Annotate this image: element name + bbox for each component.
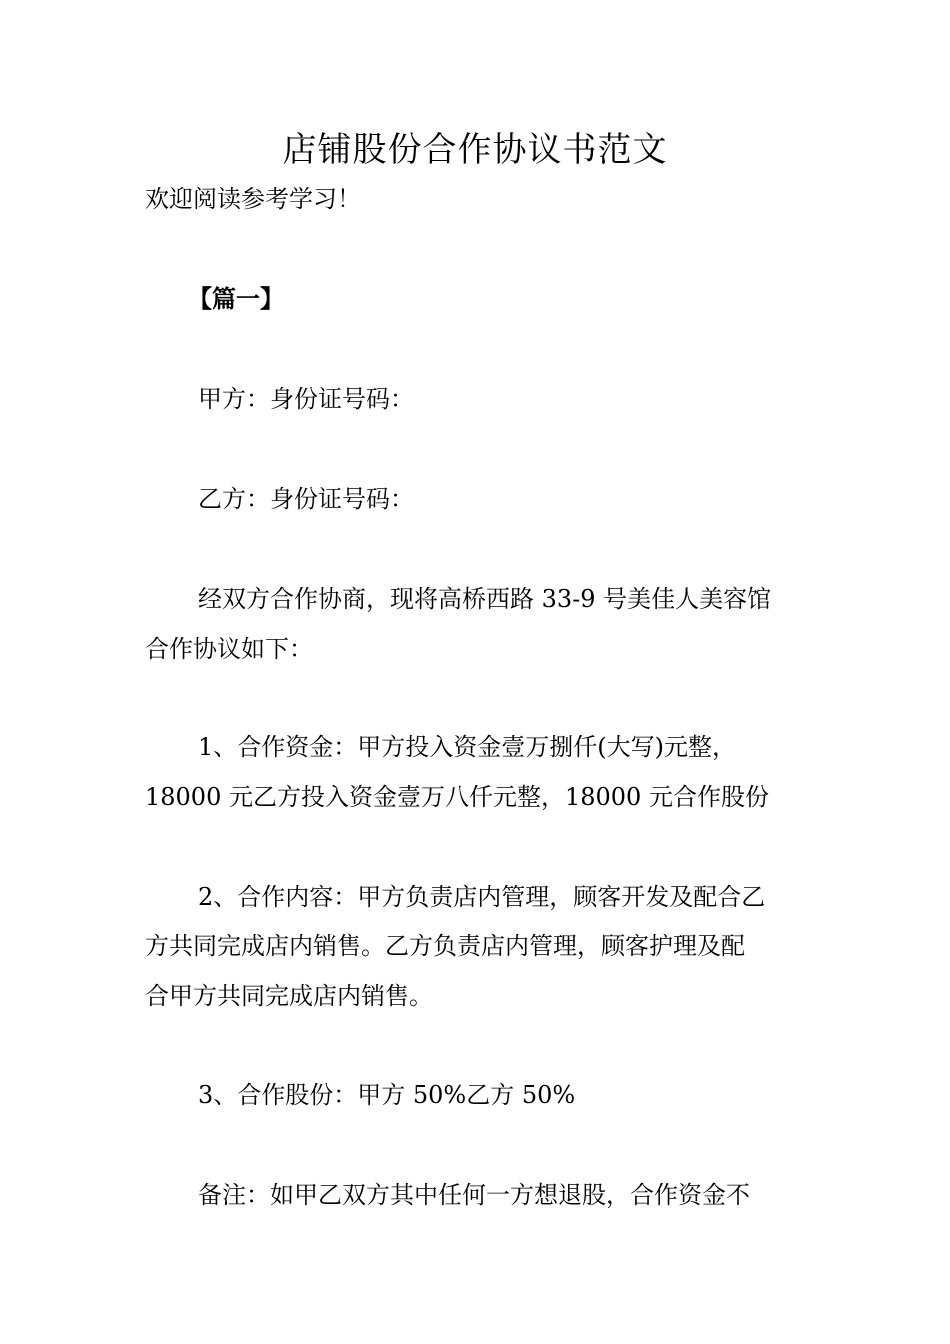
item-2-line-2: 方共同完成店内销售。乙方负责店内管理，顾客护理及配 — [145, 932, 745, 960]
item-1-line-1: 1、合作资金：甲方投入资金壹万捌仟(大写)元整， — [198, 733, 736, 761]
party-a-line: 甲方：身份证号码： — [198, 385, 414, 413]
paragraph-1-line-1: 经双方合作协商，现将高桥西路 33-9 号美佳人美容馆 — [198, 585, 772, 613]
intro-text: 欢迎阅读参考学习！ — [145, 185, 361, 213]
item-2-line-3: 合甲方共同完成店内销售。 — [145, 982, 433, 1010]
section-heading: 【篇一】 — [188, 284, 284, 313]
paragraph-1-line-2: 合作协议如下： — [145, 635, 313, 663]
note-line-1: 备注：如甲乙双方其中任何一方想退股，合作资金不 — [198, 1181, 750, 1209]
item-1-line-2: 18000 元乙方投入资金壹万八仟元整，18000 元合作股份 — [145, 783, 769, 811]
item-2-line-1: 2、合作内容：甲方负责店内管理，顾客开发及配合乙 — [198, 883, 766, 911]
party-b-line: 乙方：身份证号码： — [198, 485, 414, 513]
document-title: 店铺股份合作协议书范文 — [282, 130, 668, 170]
item-3-line-1: 3、合作股份：甲方 50%乙方 50% — [198, 1081, 576, 1109]
